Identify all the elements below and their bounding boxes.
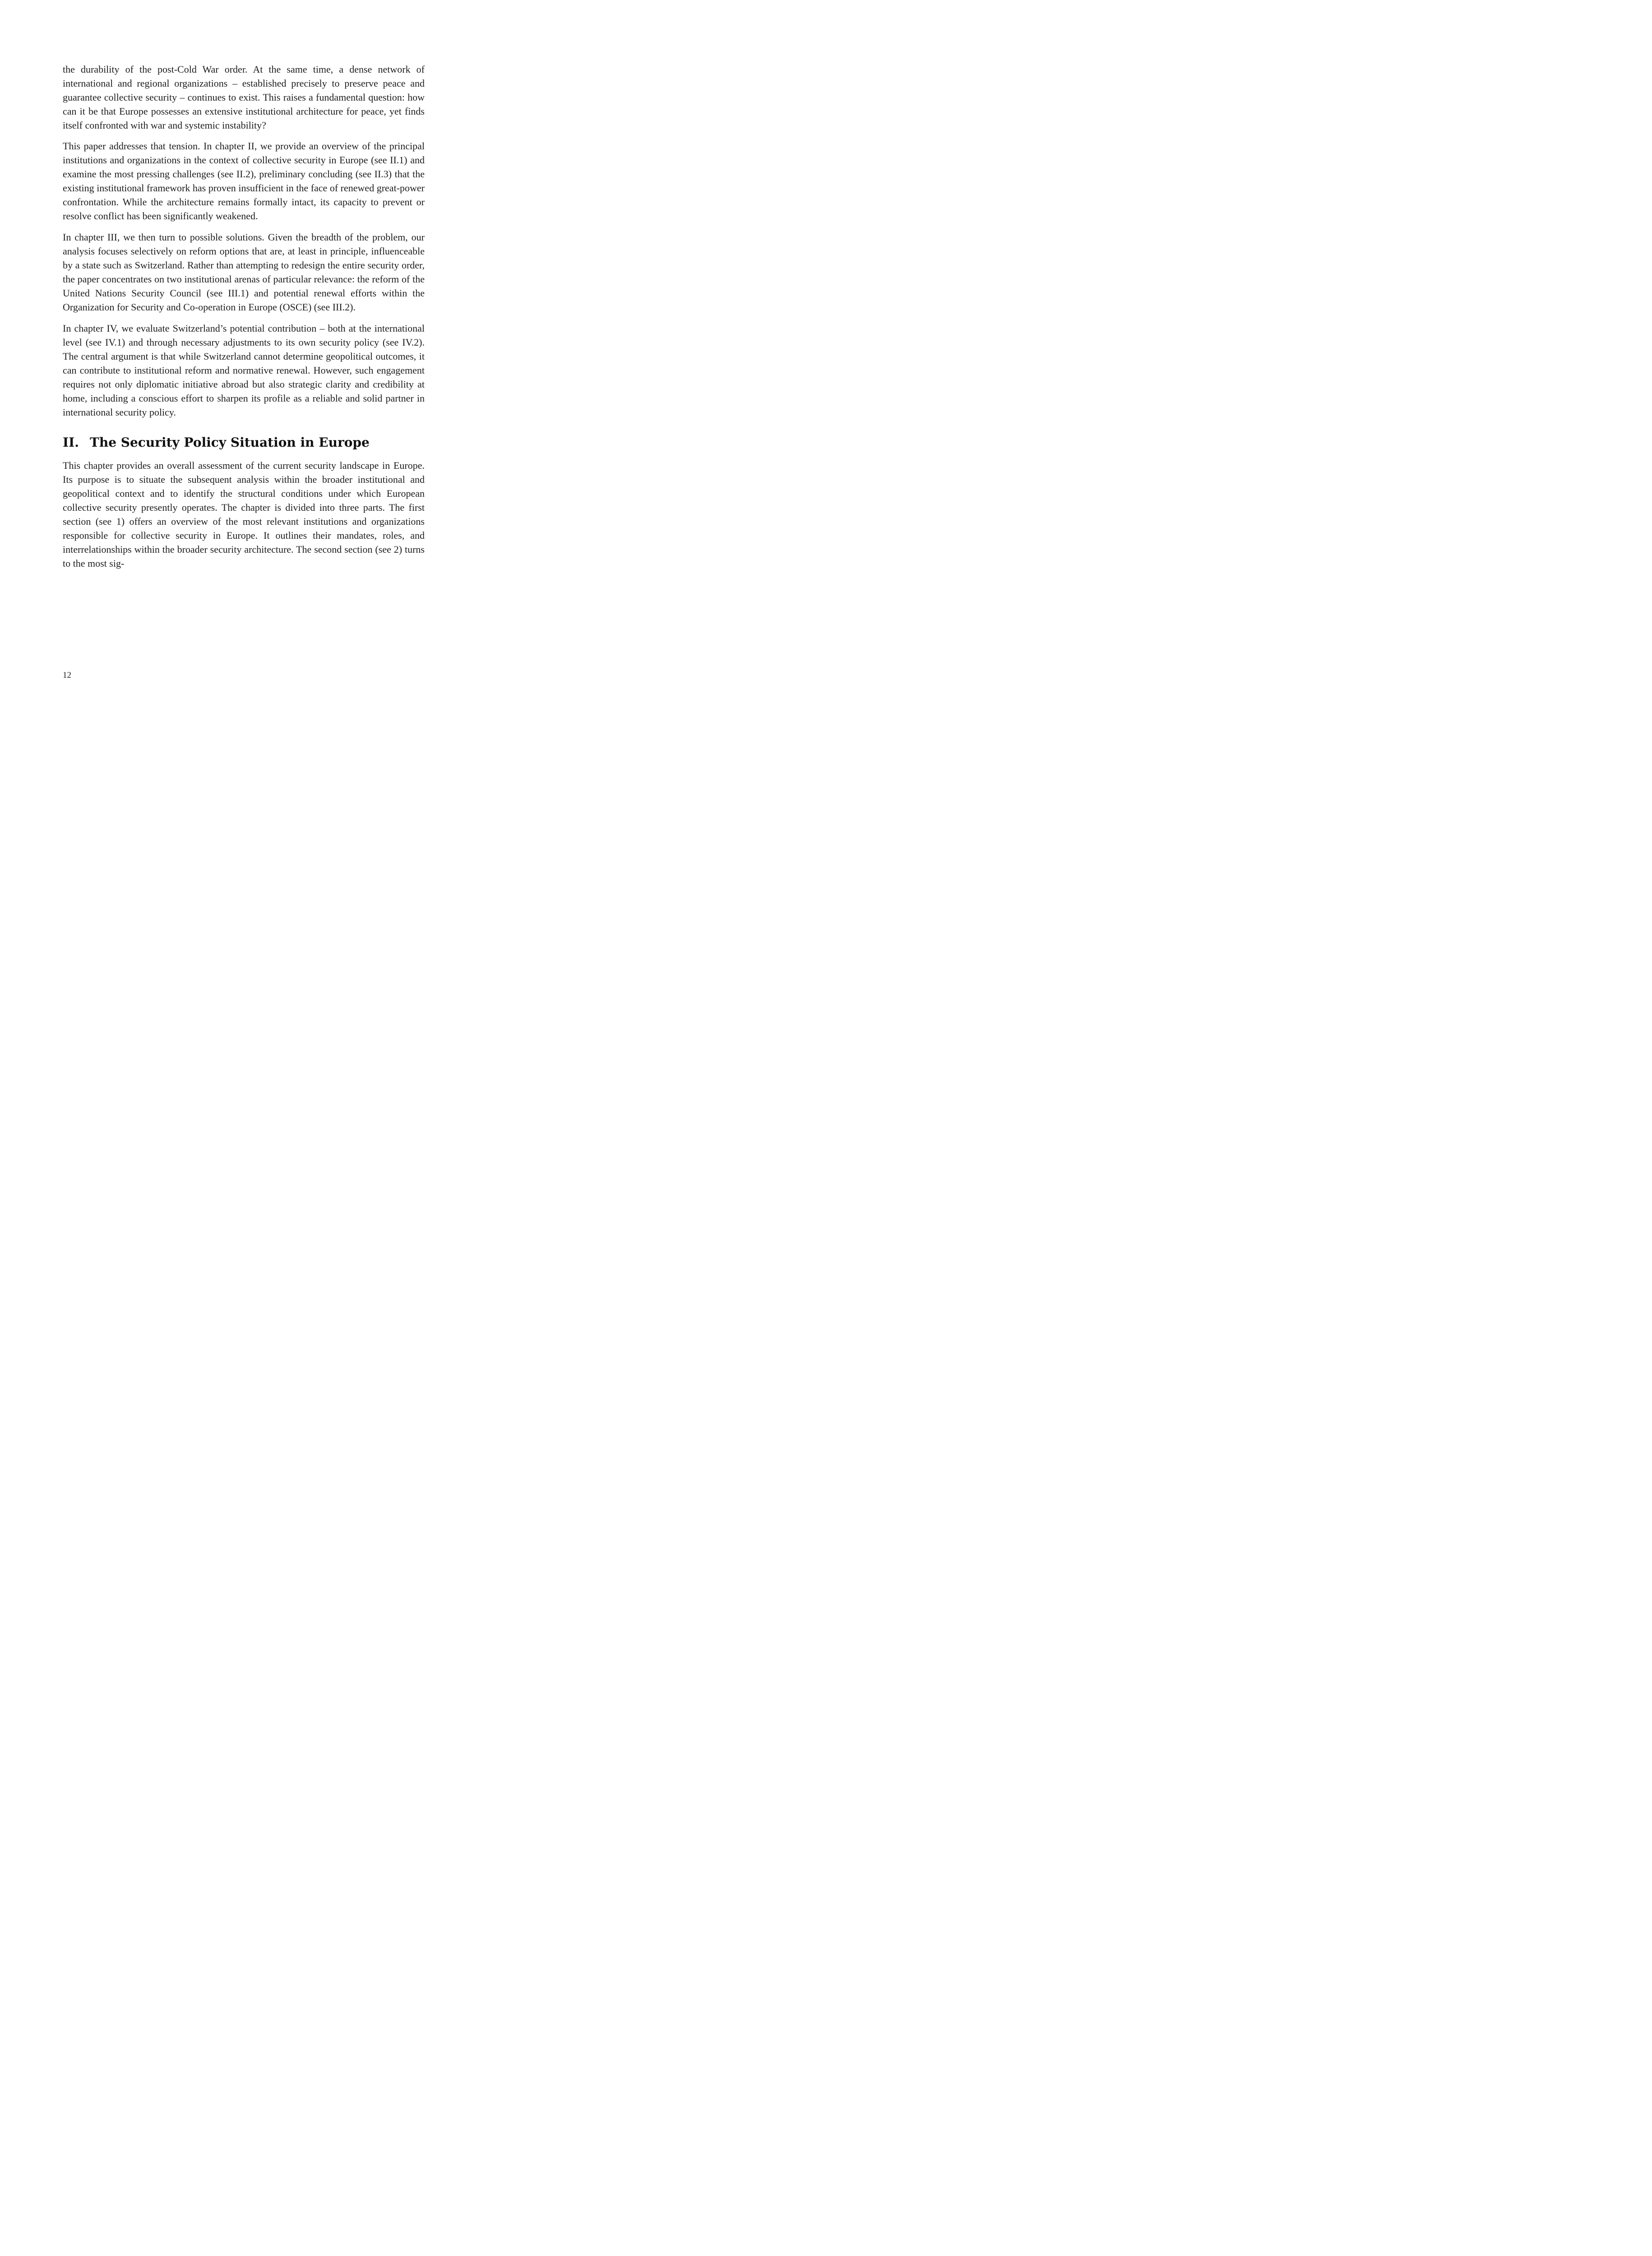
page-number: 12 [63, 670, 71, 680]
paragraph-1: the durability of the post-Cold War order. At the same time, a dense network of international and regional organizations – established precisely to preserve peace and guarantee collective security – continues to exist. This raises a fundamental question: how can it be that Europe possesses an extensive institutional architecture for peace, yet finds itself confronted with war and systemic instability? [63, 64, 425, 131]
paragraph-4: In chapter IV, we evaluate Switzerland’s potential contribution – both at the international level (see IV.1) and through necessary adjustments to its own security policy (see IV.2). The central argument is that while Switzerland cannot determine geopolitical outcomes, it can contribute to institutional reform and normative renewal. However, such engagement requires not only diplomatic initiative abroad but also strategic clarity and credibility at home, including a conscious effort to sharpen its profile as a reliable and solid partner in international security policy. [63, 323, 425, 418]
text-column [63, 62, 425, 578]
paragraph-3: In chapter III, we then turn to possible solutions. Given the breadth of the problem, our analysis focuses selectively on reform options that are, at least in principle, influenceable by a state such as Switzerland. Rather than attempting to redesign the entire security order, the paper concentrates on two institutional arenas of particular relevance: the reform of the United Nations Security Council (see III.1) and potential renewal efforts within the Organization for Security and Co-operation in Europe (OSCE) (see III.2). [63, 231, 425, 313]
section-intro-paragraph: This chapter provides an overall assessment of the current security landscape in Europe. Its purpose is to situate the subsequent analysis within the broader institutional and geopolitical context and to identify the structural conditions under which European collective security presently operates. The chapter is divided into three parts. The first section (see 1) offers an overview of the most relevant institutions and organizations responsible for collective security in Europe. It outlines their mandates, roles, and interrelationships within the broader security architecture. The second section (see 2) turns to the most sig- [63, 460, 425, 569]
document-page [0, 0, 487, 707]
section-heading-number: II. [63, 435, 79, 450]
paragraph-2: This paper addresses that tension. In chapter II, we provide an overview of the principal institutions and organizations in the context of collective security in Europe (see II.1) and examine the most pressing challenges (see II.2), preliminary concluding (see II.3) that the existing institutional framework has proven insufficient in the face of renewed great-power confrontation. While the architecture remains formally intact, its capacity to prevent or resolve conflict has been significantly weakened. [63, 140, 425, 222]
section-heading [63, 433, 425, 452]
section-heading-title: The Security Policy Situation in Europe [90, 435, 370, 450]
